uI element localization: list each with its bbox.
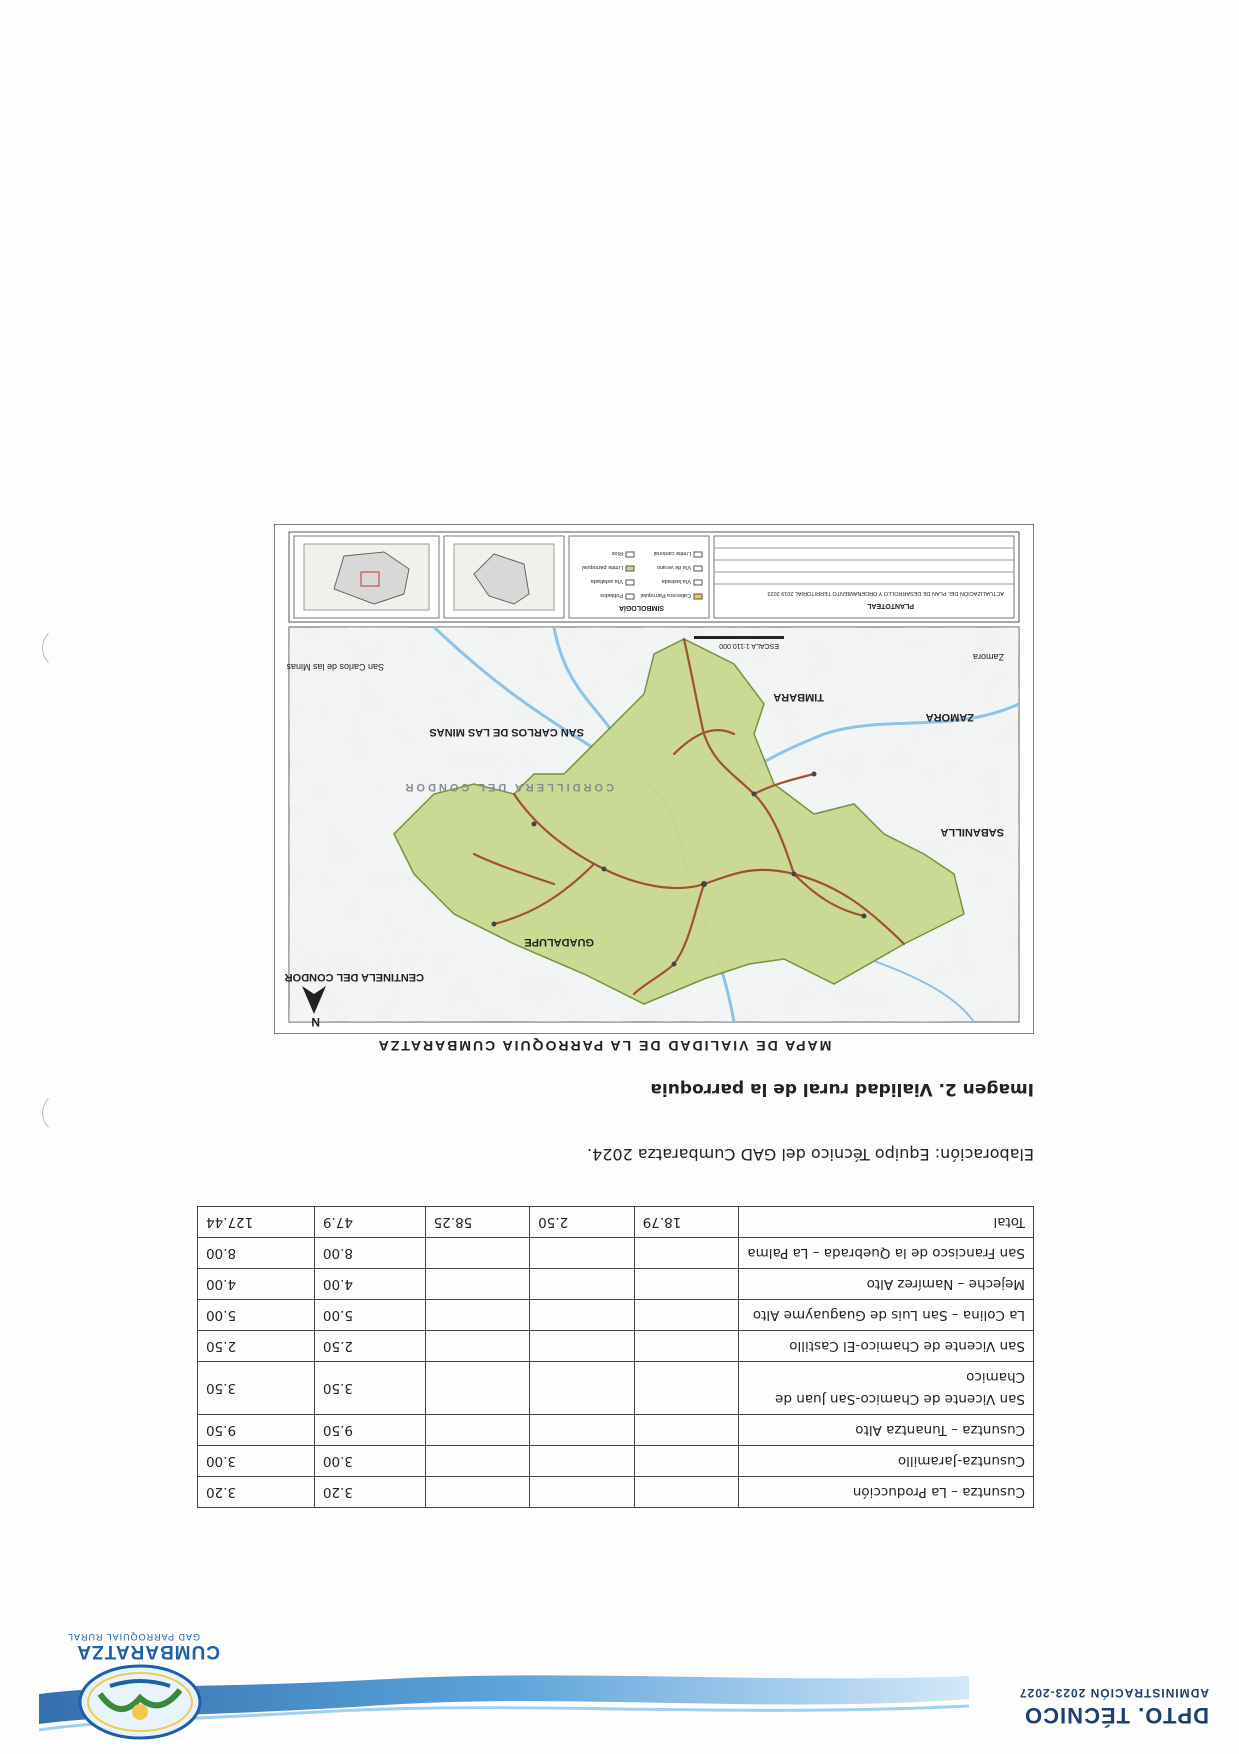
north-label: N [311,1015,320,1029]
table-row [198,1300,1034,1331]
value-cell: 8.00 [198,1238,315,1269]
value-cell [634,1238,739,1269]
value-cell: 4.00 [198,1269,315,1300]
legend-title: SIMBOLOGÍA [618,604,664,611]
value-cell [425,1477,530,1508]
value-cell: 127.44 [198,1207,315,1238]
logo-emblem-icon [40,1662,240,1746]
legend-swatch [694,580,702,585]
road-name-cell: Cusuntza – La Producción [739,1477,1034,1508]
value-cell [425,1446,530,1477]
label-guadalupe: GUADALUPE [524,936,594,948]
image-caption: Imagen 2. Vialidad rural de la parroquia [650,1079,1034,1099]
header-department [969,1686,1209,1728]
road-name-cell: Mejeche – Namírez Alto [739,1269,1034,1300]
value-cell [634,1269,739,1300]
label-zamora-river: Zamora [972,652,1004,662]
map-title: MAPA DE VIALIDAD DE LA PARROQUIA CUMBARATZA [376,1038,832,1054]
road-name-cell: San Vicente de Chamico-El Castillo [739,1331,1034,1362]
value-cell: 8.00 [314,1238,425,1269]
value-cell [425,1238,530,1269]
label-san-carlos: SAN CARLOS DE LAS MINAS [429,726,584,738]
table-row [198,1415,1034,1446]
road-name-cell: Cusuntza – Tunantza Alto [739,1415,1034,1446]
value-cell [634,1362,739,1415]
road-name-cell: La Colina – San Luis de Guaguayme Alto [739,1300,1034,1331]
institution-label: PLANTOTEAL [867,602,914,609]
legend-swatch [694,552,702,557]
value-cell: 2.50 [314,1331,425,1362]
legend-item-label: Vía asfaltada [590,578,623,584]
table-row [198,1477,1034,1508]
value-cell [634,1477,739,1508]
value-cell [425,1269,530,1300]
road-name-cell: Cusuntza-Jaramillo [739,1446,1034,1477]
label-centinela: CENTINELA DEL CONDOR [284,971,424,983]
value-cell [530,1362,635,1415]
label-zamora: ZAMORA [925,711,974,723]
road-map [274,524,1034,1034]
project-label: ACTUALIZACIÓN DEL PLAN DE DESARROLLO Y ORDENAMIENTO TERRITORIAL 2019 2023 [767,590,1004,596]
legend-item-label: Cabecera Parroquial [640,592,691,598]
value-cell [634,1331,739,1362]
legend-swatch [626,552,634,557]
value-cell: 18.79 [634,1207,739,1238]
value-cell [530,1446,635,1477]
table-row [198,1269,1034,1300]
road-name-cell: San Vicente de Chamico-San Juan de Chamico [739,1362,1034,1415]
logo-subtitle: GAD PARROQUIAL RURAL [66,1632,200,1642]
value-cell [425,1415,530,1446]
roads-table [197,1206,1034,1508]
table-row [198,1446,1034,1477]
legend-item-label: Vía de verano [656,564,691,570]
legend-item-label: Límite parroquial [582,564,623,570]
legend-swatch [626,594,634,599]
value-cell [530,1477,635,1508]
value-cell: 3.00 [198,1446,315,1477]
elaboration-note: Elaboración: Equipo Técnico del GAD Cumbaratza 2024. [586,1145,1034,1164]
table-row [198,1238,1034,1269]
label-cordillera: CORDILLERA DEL CONDOR [402,781,614,793]
punch-hole [42,627,84,669]
table-row [198,1362,1034,1415]
value-cell [425,1331,530,1362]
legend-item-label: Poblados [600,592,623,598]
legend-swatch [694,594,702,599]
value-cell [634,1446,739,1477]
legend-item-label: Límite cantonal [653,550,691,556]
value-cell [425,1362,530,1415]
value-cell: 47.9 [314,1207,425,1238]
department-subtitle: ADMINISTRACIÓN 2023-2027 [1018,1686,1209,1700]
legend-swatch [694,566,702,571]
value-cell: 5.00 [314,1300,425,1331]
scale-label: ESCALA 1:110.000 [719,642,779,649]
value-cell: 9.50 [314,1415,425,1446]
label-san-carlos-small: San Carlos de las Minas [286,662,384,672]
value-cell [634,1415,739,1446]
value-cell: 2.50 [198,1331,315,1362]
value-cell: 3.20 [314,1477,425,1508]
value-cell [530,1300,635,1331]
department-title: DPTO. TÉCNICO [1024,1703,1209,1728]
logo-name: CUMBARATZA [76,1641,220,1662]
legend-item-label: Vía lastrada [661,578,691,584]
value-cell: 4.00 [314,1269,425,1300]
value-cell: 2.50 [530,1207,635,1238]
legend-item-label: Ríos [611,550,623,556]
road-name-cell: Total [739,1207,1034,1238]
legend-swatch [626,580,634,585]
map-info-panel [294,536,1014,618]
label-timbara: TIMBARA [773,691,824,703]
value-cell: 3.00 [314,1446,425,1477]
value-cell [530,1415,635,1446]
punch-hole [42,1092,84,1134]
value-cell [530,1331,635,1362]
value-cell: 5.00 [198,1300,315,1331]
legend-swatch [626,566,634,571]
table-row [198,1207,1034,1238]
value-cell: 58.25 [425,1207,530,1238]
value-cell: 3.20 [198,1477,315,1508]
value-cell [425,1300,530,1331]
value-cell: 3.50 [198,1362,315,1415]
value-cell: 9.50 [198,1415,315,1446]
value-cell [530,1238,635,1269]
gad-logo [40,1632,240,1746]
value-cell [634,1300,739,1331]
value-cell: 3.50 [314,1362,425,1415]
value-cell [530,1269,635,1300]
road-name-cell: San Francisco de la Quebrada – La Palma [739,1238,1034,1269]
label-sabanilla: SABANILLA [940,826,1004,838]
table-row [198,1331,1034,1362]
